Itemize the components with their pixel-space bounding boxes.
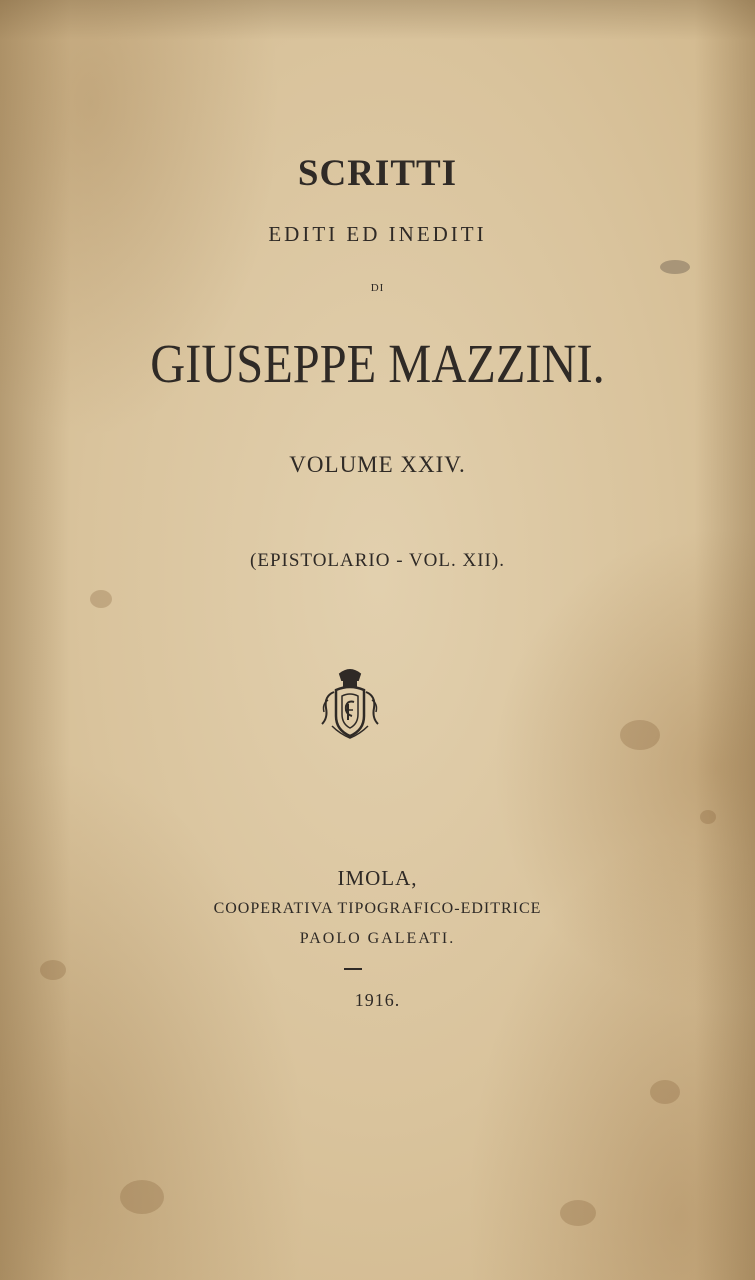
ink-smudge xyxy=(660,260,690,274)
imprint-publisher: COOPERATIVA TIPOGRAFICO-EDITRICE xyxy=(213,900,542,917)
publisher-crest-icon xyxy=(318,664,382,742)
foxing-spot xyxy=(90,590,112,608)
imprint-city: IMOLA, xyxy=(337,866,418,890)
series-volume: (EPISTOLARIO - VOL. XII). xyxy=(250,550,505,571)
foxing-spot xyxy=(120,1180,164,1214)
imprint-divider xyxy=(344,968,362,970)
foxing-spot xyxy=(650,1080,680,1104)
paper-edge-top xyxy=(0,0,755,40)
book-subtitle: EDITI ED INEDITI xyxy=(268,222,487,246)
book-title: SCRITTI xyxy=(297,153,458,194)
author-name: GIUSEPPE MAZZINI. xyxy=(150,333,605,394)
foxing-spot xyxy=(700,810,716,824)
foxing-spot xyxy=(40,960,66,980)
imprint-year: 1916. xyxy=(354,990,401,1010)
foxing-spot xyxy=(620,720,660,750)
volume-number: VOLUME XXIV. xyxy=(289,452,466,477)
imprint-printer: PAOLO GALEATI. xyxy=(299,930,456,947)
foxing-spot xyxy=(560,1200,596,1226)
by-line: DI xyxy=(370,282,385,294)
